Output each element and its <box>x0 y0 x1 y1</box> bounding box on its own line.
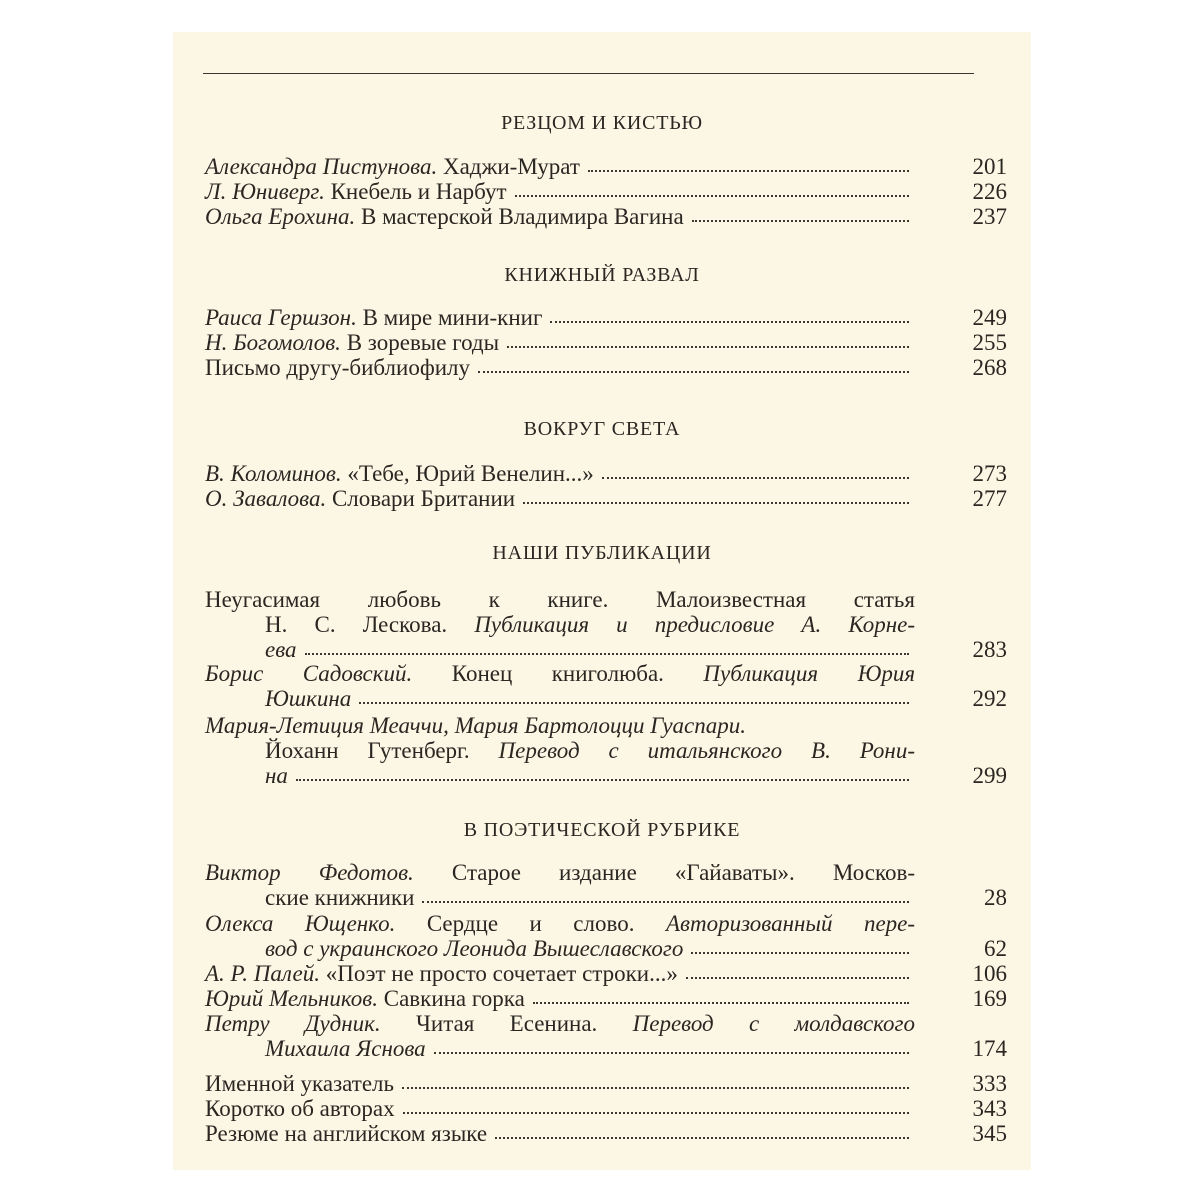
leader-dots <box>422 897 909 903</box>
entry-note: Юшкина <box>265 686 352 711</box>
toc-entry <box>205 986 1007 1011</box>
entry-note: Публикация и предисловие А. Корне- <box>474 612 916 637</box>
entry-title: Именной указатель <box>205 1071 395 1096</box>
toc-entry <box>205 461 1007 486</box>
page-number: 283 <box>972 637 1007 662</box>
entry-title: Старое издание «Гайаваты». Москов- <box>451 860 916 885</box>
toc-entry <box>205 305 1007 330</box>
entry-title: Конец книголюба. <box>451 661 664 686</box>
page-number: 62 <box>984 936 1007 961</box>
section-heading: В ПОЭТИЧЕСКОЙ РУБРИКЕ <box>463 819 741 841</box>
section-heading: КНИЖНЫЙ РАЗВАЛ <box>504 264 700 286</box>
toc-entry <box>205 1071 1007 1096</box>
entry-note: вод с украинского Леонида Вышеславского <box>265 936 684 961</box>
section-heading: ВОКРУГ СВЕТА <box>523 418 681 440</box>
page-number: 333 <box>972 1071 1007 1096</box>
leader-dots <box>523 498 909 504</box>
entry-note: ева <box>265 637 297 662</box>
toc-entry <box>205 713 1007 788</box>
toc-entry <box>205 1011 1007 1061</box>
leader-dots <box>691 948 909 954</box>
entry-author: Н. С. Лескова. <box>265 612 448 637</box>
entry-note: Публикация Юрия <box>703 661 916 686</box>
leader-dots <box>515 191 909 197</box>
entry-author: Борис Садовский. <box>205 661 413 686</box>
page-number: 237 <box>972 204 1007 229</box>
entry-author: Мария-Летиция Меаччи, Мария Бартолоцци Гуаспари. <box>205 713 746 738</box>
toc-entry <box>205 204 1007 229</box>
leader-dots <box>533 998 909 1004</box>
page-number: 343 <box>972 1096 1007 1121</box>
leader-dots <box>296 775 909 781</box>
toc-entry <box>205 661 1007 711</box>
leader-dots <box>359 698 909 704</box>
entry-title: Читая Есенина. <box>415 1011 598 1036</box>
entry-title: Неугасимая любовь к книге. Малоизвестная статья <box>205 587 915 612</box>
entry-title: Письмо другу-библиофилу <box>205 355 471 380</box>
page-number: 299 <box>972 763 1007 788</box>
leader-dots <box>402 1083 909 1089</box>
page-number: 28 <box>984 885 1007 910</box>
entry-author: Юрий Мельников. <box>205 986 378 1011</box>
leader-dots <box>478 367 909 373</box>
toc-entry <box>205 860 1007 910</box>
entry-author: Ольга Ерохина. <box>205 204 356 229</box>
entry-author: Виктор Федотов. <box>205 860 414 885</box>
leader-dots <box>507 342 909 348</box>
leader-dots <box>686 973 909 979</box>
page-number: 169 <box>972 986 1007 1011</box>
leader-dots <box>692 216 909 222</box>
entry-note: Михаила Яснова <box>265 1036 426 1061</box>
entry-title: «Поэт не просто сочетает строки...» <box>325 961 678 986</box>
entry-author: Л. Юниверг. <box>205 179 325 204</box>
entry-title: «Тебе, Юрий Венелин...» <box>347 461 594 486</box>
leader-dots <box>305 649 909 655</box>
page-number: 106 <box>972 961 1007 986</box>
entry-author: Олекса Ющенко. <box>205 911 396 936</box>
toc-entry <box>205 355 1007 380</box>
toc-entry <box>205 587 1007 662</box>
entry-title: Словари Британии <box>331 486 516 511</box>
top-rule <box>203 73 974 74</box>
leader-dots <box>434 1048 909 1054</box>
entry-title: В зоревые годы <box>346 330 500 355</box>
section-heading: РЕЗЦОМ И КИСТЬЮ <box>501 112 703 134</box>
leader-dots <box>588 166 909 172</box>
page-number: 255 <box>972 330 1007 355</box>
leader-dots <box>602 473 909 479</box>
entry-author: Александра Пистунова. <box>205 154 438 179</box>
page-number: 174 <box>972 1036 1007 1061</box>
page-number: 277 <box>972 486 1007 511</box>
entry-author: А. Р. Палей. <box>205 961 320 986</box>
entry-title: Кнебель и Нарбут <box>330 179 507 204</box>
leader-dots <box>550 317 909 323</box>
leader-dots <box>403 1108 909 1114</box>
entry-title: Коротко об авторах <box>205 1096 395 1121</box>
toc-entry <box>205 330 1007 355</box>
section-heading: НАШИ ПУБЛИКАЦИИ <box>492 542 712 564</box>
entry-note: Перевод с молдавского <box>632 1011 916 1036</box>
entry-title: В мастерской Владимира Вагина <box>361 204 684 229</box>
entry-title: ские книжники <box>265 885 415 910</box>
toc-entry <box>205 911 1007 961</box>
entry-author: В. Коломинов. <box>205 461 342 486</box>
entry-author: Раиса Гершзон. <box>205 305 357 330</box>
page-number: 249 <box>972 305 1007 330</box>
entry-author: Н. Богомолов. <box>205 330 341 355</box>
toc-entry <box>205 1096 1007 1121</box>
toc-entry <box>205 154 1007 179</box>
page-number: 268 <box>972 355 1007 380</box>
page-number: 345 <box>972 1121 1007 1146</box>
page-number: 273 <box>972 461 1007 486</box>
entry-author: О. Завалова. <box>205 486 327 511</box>
entry-title: Савкина горка <box>383 986 525 1011</box>
toc-entry <box>205 486 1007 511</box>
entry-title: В мире мини-книг <box>362 305 543 330</box>
leader-dots <box>495 1133 909 1139</box>
page-number: 292 <box>972 686 1007 711</box>
toc-entry <box>205 1121 1007 1146</box>
toc-entry <box>205 179 1007 204</box>
toc-entry <box>205 961 1007 986</box>
entry-title: Хаджи-Мурат <box>442 154 580 179</box>
entry-title: Йоханн Гутенберг. <box>265 738 470 763</box>
entry-author: Петру Дудник. <box>205 1011 381 1036</box>
page-number: 201 <box>972 154 1007 179</box>
entry-title: Резюме на английском языке <box>205 1121 488 1146</box>
entry-note: Авторизованный пере- <box>665 911 916 936</box>
book-page <box>173 32 1031 1170</box>
entry-note: Перевод с итальянского В. Рони- <box>498 738 916 763</box>
page-number: 226 <box>972 179 1007 204</box>
entry-title: Сердце и слово. <box>426 911 635 936</box>
entry-note: на <box>265 763 288 788</box>
